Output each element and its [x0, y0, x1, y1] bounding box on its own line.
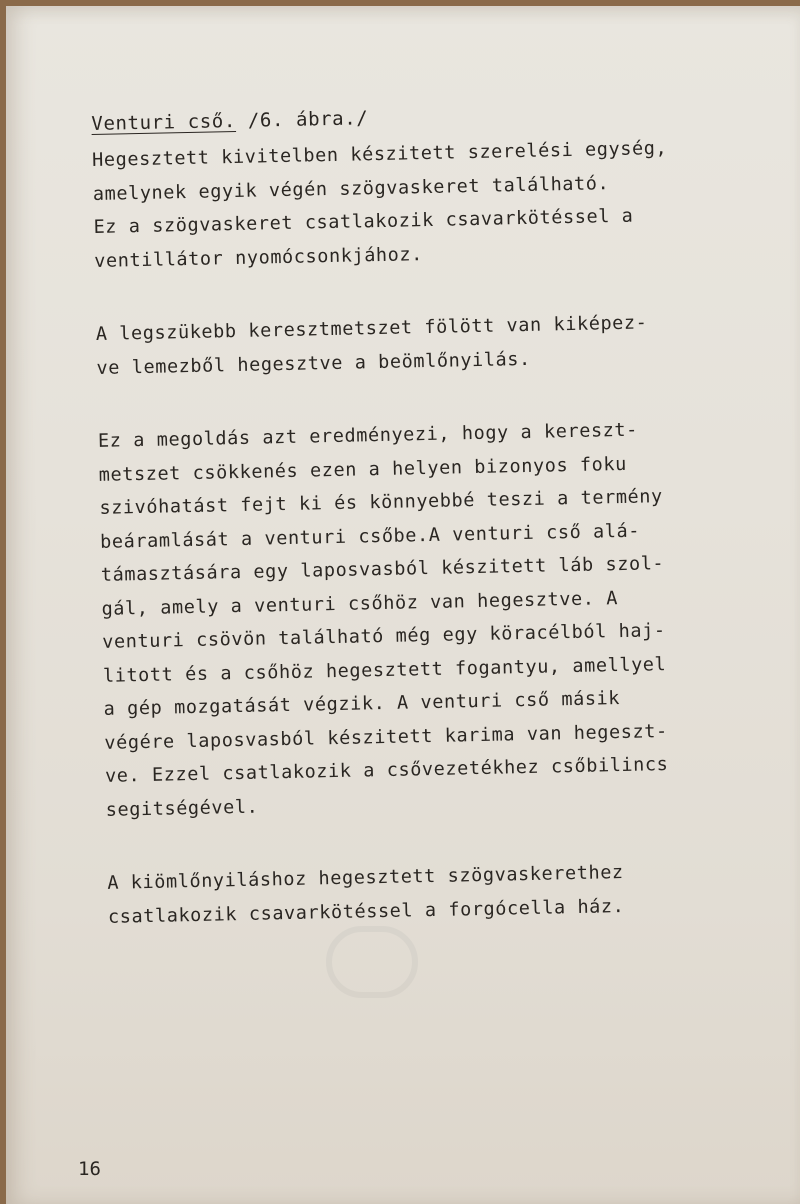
- paragraph-1: [92, 131, 715, 278]
- paragraph-3: [98, 412, 726, 827]
- text-line: A kiömlőnyiláshoz hegesztett szögvaskerethez: [107, 862, 624, 894]
- text-line: metszet csökkenés ezen a helyen bizonyos foku: [98, 453, 628, 486]
- text-line: a gép mozgatását végzik. A venturi cső másik: [103, 688, 621, 720]
- text-line: szivóhatást fejt ki és könnyebbé teszi a termény: [99, 486, 663, 519]
- page-text: [91, 91, 728, 934]
- text-line: A legszükebb keresztmetszet fölött van kiképez-: [95, 312, 648, 345]
- text-line: segitségével.: [105, 796, 259, 821]
- text-line: venturi csövön található még egy köracélból haj-: [102, 620, 666, 653]
- text-line: csatlakozik csavarkötéssel a forgócella ház.: [107, 895, 625, 928]
- text-line: gál, amely a venturi csőhöz van hegesztve. A: [101, 587, 619, 620]
- text-line: Ez a szögvaskeret csatlakozik csavarkötéssel a: [93, 205, 634, 238]
- text-line: amelynek egyik végén szögvaskeret található.: [92, 172, 610, 205]
- text-line: ve. Ezzel csatlakozik a csővezetékhez csőbilincs: [104, 754, 669, 787]
- text-line: litott és a csőhöz hegesztett fogantyu, amellyel: [102, 653, 667, 687]
- text-line: támasztására egy laposvasból készitett láb szol-: [100, 553, 665, 586]
- text-line: ventillátor nyomócsonkjához.: [94, 243, 424, 272]
- text-line: beáramlását a venturi csőbe.A venturi cső alá-: [99, 520, 641, 553]
- page-number: 16: [78, 1158, 101, 1180]
- text-line: ve lemezből hegesztve a beömlőnyilás.: [96, 348, 531, 379]
- heading-figure-ref: /6. ábra./: [247, 107, 369, 132]
- paragraph-4: [107, 854, 728, 934]
- text-line: Hegesztett kivitelben készitett szerelési egység,: [91, 137, 668, 171]
- bleed-through-mark: [326, 926, 418, 998]
- heading-title: Venturi cső.: [91, 109, 237, 135]
- book-page: [6, 6, 800, 1204]
- text-line: Ez a megoldás azt eredményezi, hogy a kereszt-: [97, 419, 639, 452]
- text-line: végére laposvasból készitett karima van hegeszt-: [104, 720, 668, 754]
